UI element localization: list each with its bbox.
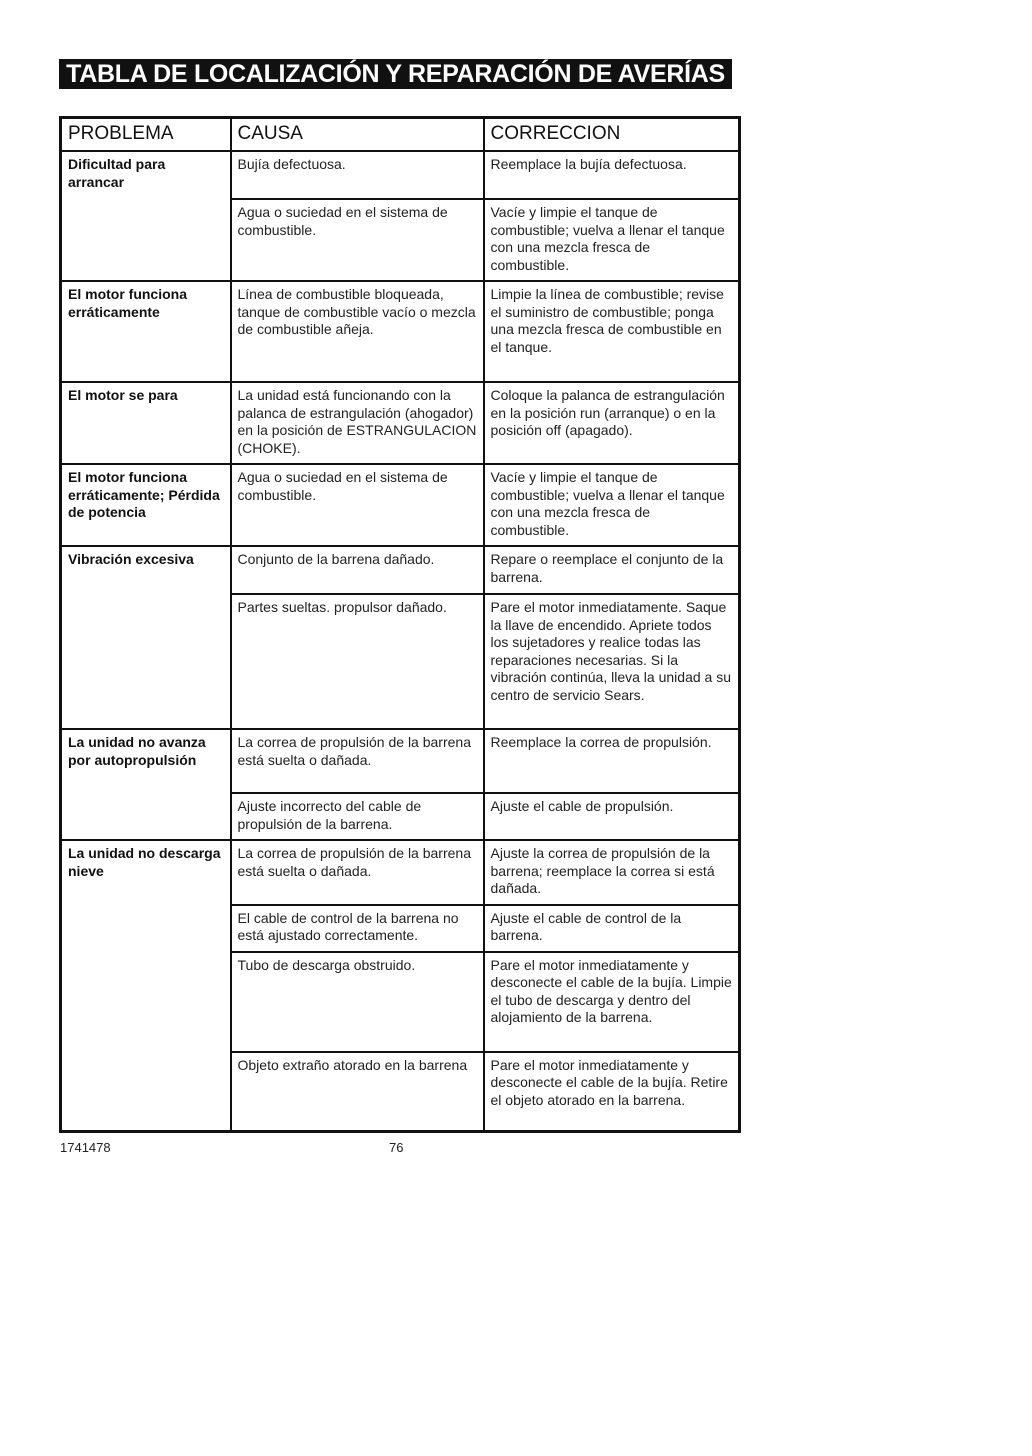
problem-cell: La unidad no avanza por autopropulsión <box>61 729 231 840</box>
cause-cell: La correa de propulsión de la barrena está suelta o dañada. <box>231 840 484 905</box>
page-title-banner: TABLA DE LOCALIZACIÓN Y REPARACIÓN DE AVERÍAS <box>59 59 732 89</box>
cause-cell: Agua o suciedad en el sistema de combustible. <box>231 199 484 281</box>
header-cause: CAUSA <box>231 118 484 152</box>
troubleshooting-table <box>59 116 741 1133</box>
problem-cell: El motor se para <box>61 382 231 464</box>
correction-cell: Ajuste la correa de propulsión de la barrena; reemplace la correa si está dañada. <box>484 840 740 905</box>
header-correction: CORRECCION <box>484 118 740 152</box>
header-row <box>61 118 740 152</box>
page-number: 76 <box>389 1140 404 1155</box>
correction-cell: Pare el motor inmediatamente y desconecte el cable de la bujía. Limpie el tubo de descarga y dentro del alojamiento de la barrena. <box>484 952 740 1052</box>
cause-cell: Objeto extraño atorado en la barrena <box>231 1052 484 1132</box>
document-number: 1741478 <box>60 1140 111 1155</box>
correction-cell: Pare el motor inmediatamente. Saque la llave de encendido. Apriete todos los sujetadores y realice todas las reparaciones necesarias. Si la vibración continúa, lleva la unidad a su centro de servicio Sears. <box>484 594 740 729</box>
problem-cell: El motor funciona erráticamente; Pérdida de potencia <box>61 464 231 546</box>
cause-cell: Bujía defectuosa. <box>231 151 484 199</box>
problem-cell: Vibración excesiva <box>61 546 231 729</box>
problem-cell: Dificultad para arrancar <box>61 151 231 281</box>
problem-cell: La unidad no descarga nieve <box>61 840 231 1132</box>
correction-cell: Repare o reemplace el conjunto de la barrena. <box>484 546 740 594</box>
correction-cell: Ajuste el cable de propulsión. <box>484 793 740 840</box>
table-row <box>61 464 740 546</box>
cause-cell: La correa de propulsión de la barrena está suelta o dañada. <box>231 729 484 793</box>
cause-cell: La unidad está funcionando con la palanca de estrangulación (ahogador) en la posición de ESTRANGULACION (CHOKE). <box>231 382 484 464</box>
correction-cell: Pare el motor inmediatamente y desconecte el cable de la bujía. Retire el objeto atorado en la barrena. <box>484 1052 740 1132</box>
cause-cell: Ajuste incorrecto del cable de propulsión de la barrena. <box>231 793 484 840</box>
correction-cell: Limpie la línea de combustible; revise el suministro de combustible; ponga una mezcla fresca de combustible en el tanque. <box>484 281 740 382</box>
correction-cell: Vacíe y limpie el tanque de combustible; vuelva a llenar el tanque con una mezcla fresca de combustible. <box>484 199 740 281</box>
problem-cell: El motor funciona erráticamente <box>61 281 231 382</box>
table-row <box>61 382 740 464</box>
correction-cell: Reemplace la bujía defectuosa. <box>484 151 740 199</box>
table-row <box>61 729 740 793</box>
cause-cell: Agua o suciedad en el sistema de combustible. <box>231 464 484 546</box>
cause-cell: Línea de combustible bloqueada, tanque de combustible vacío o mezcla de combustible añeja. <box>231 281 484 382</box>
table-row <box>61 546 740 594</box>
table-row <box>61 840 740 905</box>
cause-cell: Tubo de descarga obstruido. <box>231 952 484 1052</box>
correction-cell: Reemplace la correa de propulsión. <box>484 729 740 793</box>
header-problem: PROBLEMA <box>61 118 231 152</box>
cause-cell: El cable de control de la barrena no está ajustado correctamente. <box>231 905 484 952</box>
correction-cell: Vacíe y limpie el tanque de combustible; vuelva a llenar el tanque con una mezcla fresca de combustible. <box>484 464 740 546</box>
cause-cell: Conjunto de la barrena dañado. <box>231 546 484 594</box>
table-row <box>61 281 740 382</box>
correction-cell: Coloque la palanca de estrangulación en la posición run (arranque) o en la posición off (apagado). <box>484 382 740 464</box>
correction-cell: Ajuste el cable de control de la barrena. <box>484 905 740 952</box>
cause-cell: Partes sueltas. propulsor dañado. <box>231 594 484 729</box>
table-row <box>61 151 740 199</box>
